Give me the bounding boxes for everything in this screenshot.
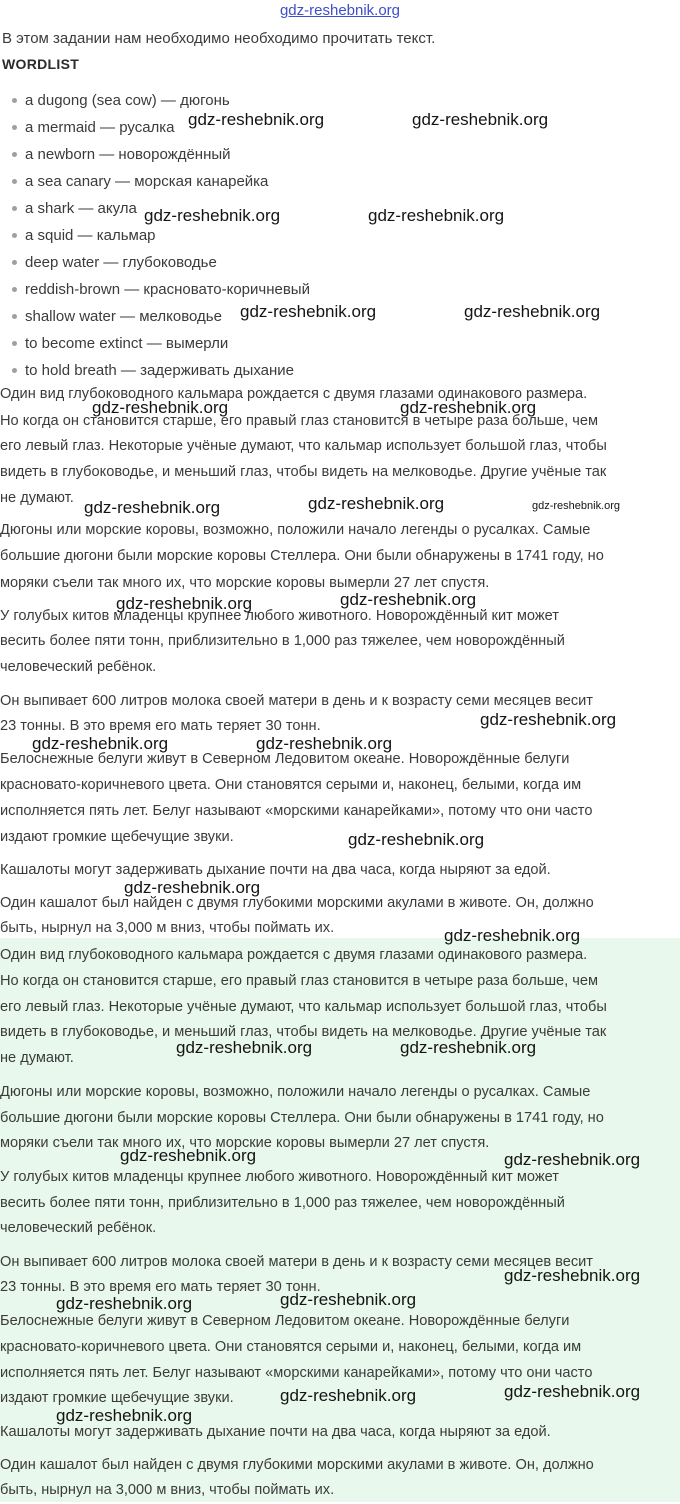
watermark: gdz-reshebnik.org bbox=[256, 734, 393, 753]
text-line: Дюгоны или морские коровы, возможно, положили начало легенды о русалках. Самые bbox=[0, 1084, 591, 1100]
bullet-icon bbox=[12, 179, 17, 184]
watermark: gdz-reshebnik.org bbox=[368, 206, 505, 225]
watermark: gdz-reshebnik.org bbox=[56, 1406, 193, 1425]
intro-text: В этом задании нам необходимо необходимо прочитать текст. bbox=[2, 30, 436, 47]
watermark: gdz-reshebnik.org bbox=[464, 302, 601, 321]
text-line: человеческий ребёнок. bbox=[0, 1220, 157, 1236]
text-line: весить более пяти тонн, приблизительно в 1,000 раз тяжелее, чем новорождённый bbox=[0, 633, 565, 649]
watermark: gdz-reshebnik.org bbox=[504, 1382, 641, 1401]
wordlist-title: WORDLIST bbox=[2, 56, 80, 72]
text-line: его левый глаз. Некоторые учёные думают, что кальмар использует большой глаз, чтобы bbox=[0, 999, 607, 1015]
wordlist-item: a newborn — новорождённый bbox=[12, 146, 231, 163]
watermark: gdz-reshebnik.org bbox=[176, 1038, 313, 1057]
text-line: видеть в глубоководье, и меньший глаз, чтобы видеть на мелководье. Другие учёные так bbox=[0, 464, 607, 480]
text-line: Один кашалот был найден с двумя глубокими морскими акулами в животе. Он, должно bbox=[0, 895, 594, 911]
text-line: исполняется пять лет. Белуг называют «морскими канарейками», потому что они часто bbox=[0, 1365, 593, 1381]
text-line: 23 тонны. В это время его мать теряет 30 тонн. bbox=[0, 718, 321, 734]
text-line: Но когда он становится старше, его правый глаз становится в четыре раза больше, чем bbox=[0, 413, 599, 429]
text-line: не думают. bbox=[0, 1050, 74, 1066]
watermark: gdz-reshebnik.org bbox=[400, 398, 537, 417]
bullet-icon bbox=[12, 314, 17, 319]
text-line: исполняется пять лет. Белуг называют «морскими канарейками», потому что они часто bbox=[0, 803, 593, 819]
watermark: gdz-reshebnik.org bbox=[480, 710, 617, 729]
bullet-icon bbox=[12, 98, 17, 103]
wordlist-item: shallow water — мелководье bbox=[12, 308, 222, 325]
text-line: красновато-коричневого цвета. Они становятся серыми и, наконец, белыми, когда им bbox=[0, 777, 582, 793]
watermark: gdz-reshebnik.org bbox=[144, 206, 281, 225]
watermark: gdz-reshebnik.org bbox=[504, 1266, 641, 1285]
bullet-icon bbox=[12, 341, 17, 346]
watermark: gdz-reshebnik.org bbox=[412, 110, 549, 129]
watermark: gdz-reshebnik.org bbox=[92, 398, 229, 417]
text-line: Кашалоты могут задерживать дыхание почти на два часа, когда ныряют за едой. bbox=[0, 862, 551, 878]
text-line: Один вид глубоководного кальмара рождается с двумя глазами одинакового размера. bbox=[0, 386, 588, 402]
text-line: большие дюгони были морские коровы Стеллера. Они были обнаружены в 1741 году, но bbox=[0, 548, 604, 564]
watermark: gdz-reshebnik.org bbox=[120, 1146, 257, 1165]
wordlist-item: reddish-brown — красновато-коричневый bbox=[12, 281, 310, 298]
text-line: моряки съели так много их, что морские коровы вымерли 27 лет спустя. bbox=[0, 575, 490, 591]
text-line: моряки съели так много их, что морские коровы вымерли 27 лет спустя. bbox=[0, 1135, 490, 1151]
bullet-icon bbox=[12, 287, 17, 292]
wordlist-item: a shark — акула bbox=[12, 200, 137, 217]
bullet-icon bbox=[12, 206, 17, 211]
text-line: Но когда он становится старше, его правый глаз становится в четыре раза больше, чем bbox=[0, 973, 599, 989]
text-line: большие дюгони были морские коровы Стеллера. Они были обнаружены в 1741 году, но bbox=[0, 1110, 604, 1126]
text-line: издают громкие щебечущие звуки. bbox=[0, 1390, 234, 1406]
wordlist-item: a dugong (sea cow) — дюгонь bbox=[12, 92, 230, 109]
bullet-icon bbox=[12, 368, 17, 373]
text-line: человеческий ребёнок. bbox=[0, 659, 157, 675]
wordlist-item: a mermaid — русалка bbox=[12, 119, 175, 136]
text-line: Белоснежные белуги живут в Северном Ледовитом океане. Новорождённые белуги bbox=[0, 1313, 570, 1329]
wordlist-item: a squid — кальмар bbox=[12, 227, 156, 244]
watermark: gdz-reshebnik.org bbox=[340, 590, 477, 609]
watermark: gdz-reshebnik.org bbox=[504, 1150, 641, 1169]
watermark: gdz-reshebnik.org bbox=[116, 594, 253, 613]
text-line: Один кашалот был найден с двумя глубокими морскими акулами в животе. Он, должно bbox=[0, 1457, 594, 1473]
wordlist-item: a sea canary — морская канарейка bbox=[12, 173, 268, 190]
watermark: gdz-reshebnik.org bbox=[348, 830, 485, 849]
text-line: Один вид глубоководного кальмара рождается с двумя глазами одинакового размера. bbox=[0, 947, 588, 963]
wordlist-item: to hold breath — задерживать дыхание bbox=[12, 362, 294, 379]
watermark: gdz-reshebnik.org bbox=[240, 302, 377, 321]
watermark: gdz-reshebnik.org bbox=[32, 734, 169, 753]
text-line: У голубых китов младенцы крупнее любого животного. Новорождённый кит может bbox=[0, 1169, 559, 1185]
text-line: издают громкие щебечущие звуки. bbox=[0, 829, 234, 845]
text-line: видеть в глубоководье, и меньший глаз, чтобы видеть на мелководье. Другие учёные так bbox=[0, 1024, 607, 1040]
text-line: быть, нырнул на 3,000 м вниз, чтобы поймать их. bbox=[0, 920, 335, 936]
wordlist-item: to become extinct — вымерли bbox=[12, 335, 228, 352]
text-line: красновато-коричневого цвета. Они становятся серыми и, наконец, белыми, когда им bbox=[0, 1339, 582, 1355]
text-line: Он выпивает 600 литров молока своей матери в день и к возрасту семи месяцев весит bbox=[0, 1254, 593, 1270]
watermark: gdz-reshebnik.org bbox=[188, 110, 325, 129]
bullet-icon bbox=[12, 152, 17, 157]
watermark: gdz-reshebnik.org bbox=[308, 494, 445, 513]
text-line: 23 тонны. В это время его мать теряет 30 тонн. bbox=[0, 1279, 321, 1295]
watermark: gdz-reshebnik.org bbox=[400, 1038, 537, 1057]
text-line: его левый глаз. Некоторые учёные думают, что кальмар использует большой глаз, чтобы bbox=[0, 438, 607, 454]
text-line: У голубых китов младенцы крупнее любого животного. Новорождённый кит может bbox=[0, 608, 559, 624]
bullet-icon bbox=[12, 125, 17, 130]
text-line: не думают. bbox=[0, 490, 74, 506]
watermark: gdz-reshebnik.org bbox=[56, 1294, 193, 1313]
text-line: Дюгоны или морские коровы, возможно, положили начало легенды о русалках. Самые bbox=[0, 522, 591, 538]
text-line: Кашалоты могут задерживать дыхание почти на два часа, когда ныряют за едой. bbox=[0, 1424, 551, 1440]
text-line: Он выпивает 600 литров молока своей матери в день и к возрасту семи месяцев весит bbox=[0, 693, 593, 709]
watermark: gdz-reshebnik.org bbox=[124, 878, 261, 897]
top-watermark-link[interactable]: gdz-reshebnik.org bbox=[279, 2, 401, 19]
text-line: Белоснежные белуги живут в Северном Ледовитом океане. Новорождённые белуги bbox=[0, 751, 570, 767]
watermark: gdz-reshebnik.org bbox=[280, 1386, 417, 1405]
watermark: gdz-reshebnik.org bbox=[280, 1290, 417, 1309]
text-line: весить более пяти тонн, приблизительно в 1,000 раз тяжелее, чем новорождённый bbox=[0, 1195, 565, 1211]
watermark: gdz-reshebnik.org bbox=[444, 926, 581, 945]
bullet-icon bbox=[12, 233, 17, 238]
bullet-icon bbox=[12, 260, 17, 265]
watermark: gdz-reshebnik.org bbox=[532, 500, 621, 512]
watermark: gdz-reshebnik.org bbox=[84, 498, 221, 517]
text-line: быть, нырнул на 3,000 м вниз, чтобы поймать их. bbox=[0, 1482, 335, 1498]
wordlist-item: deep water — глубоководье bbox=[12, 254, 217, 271]
